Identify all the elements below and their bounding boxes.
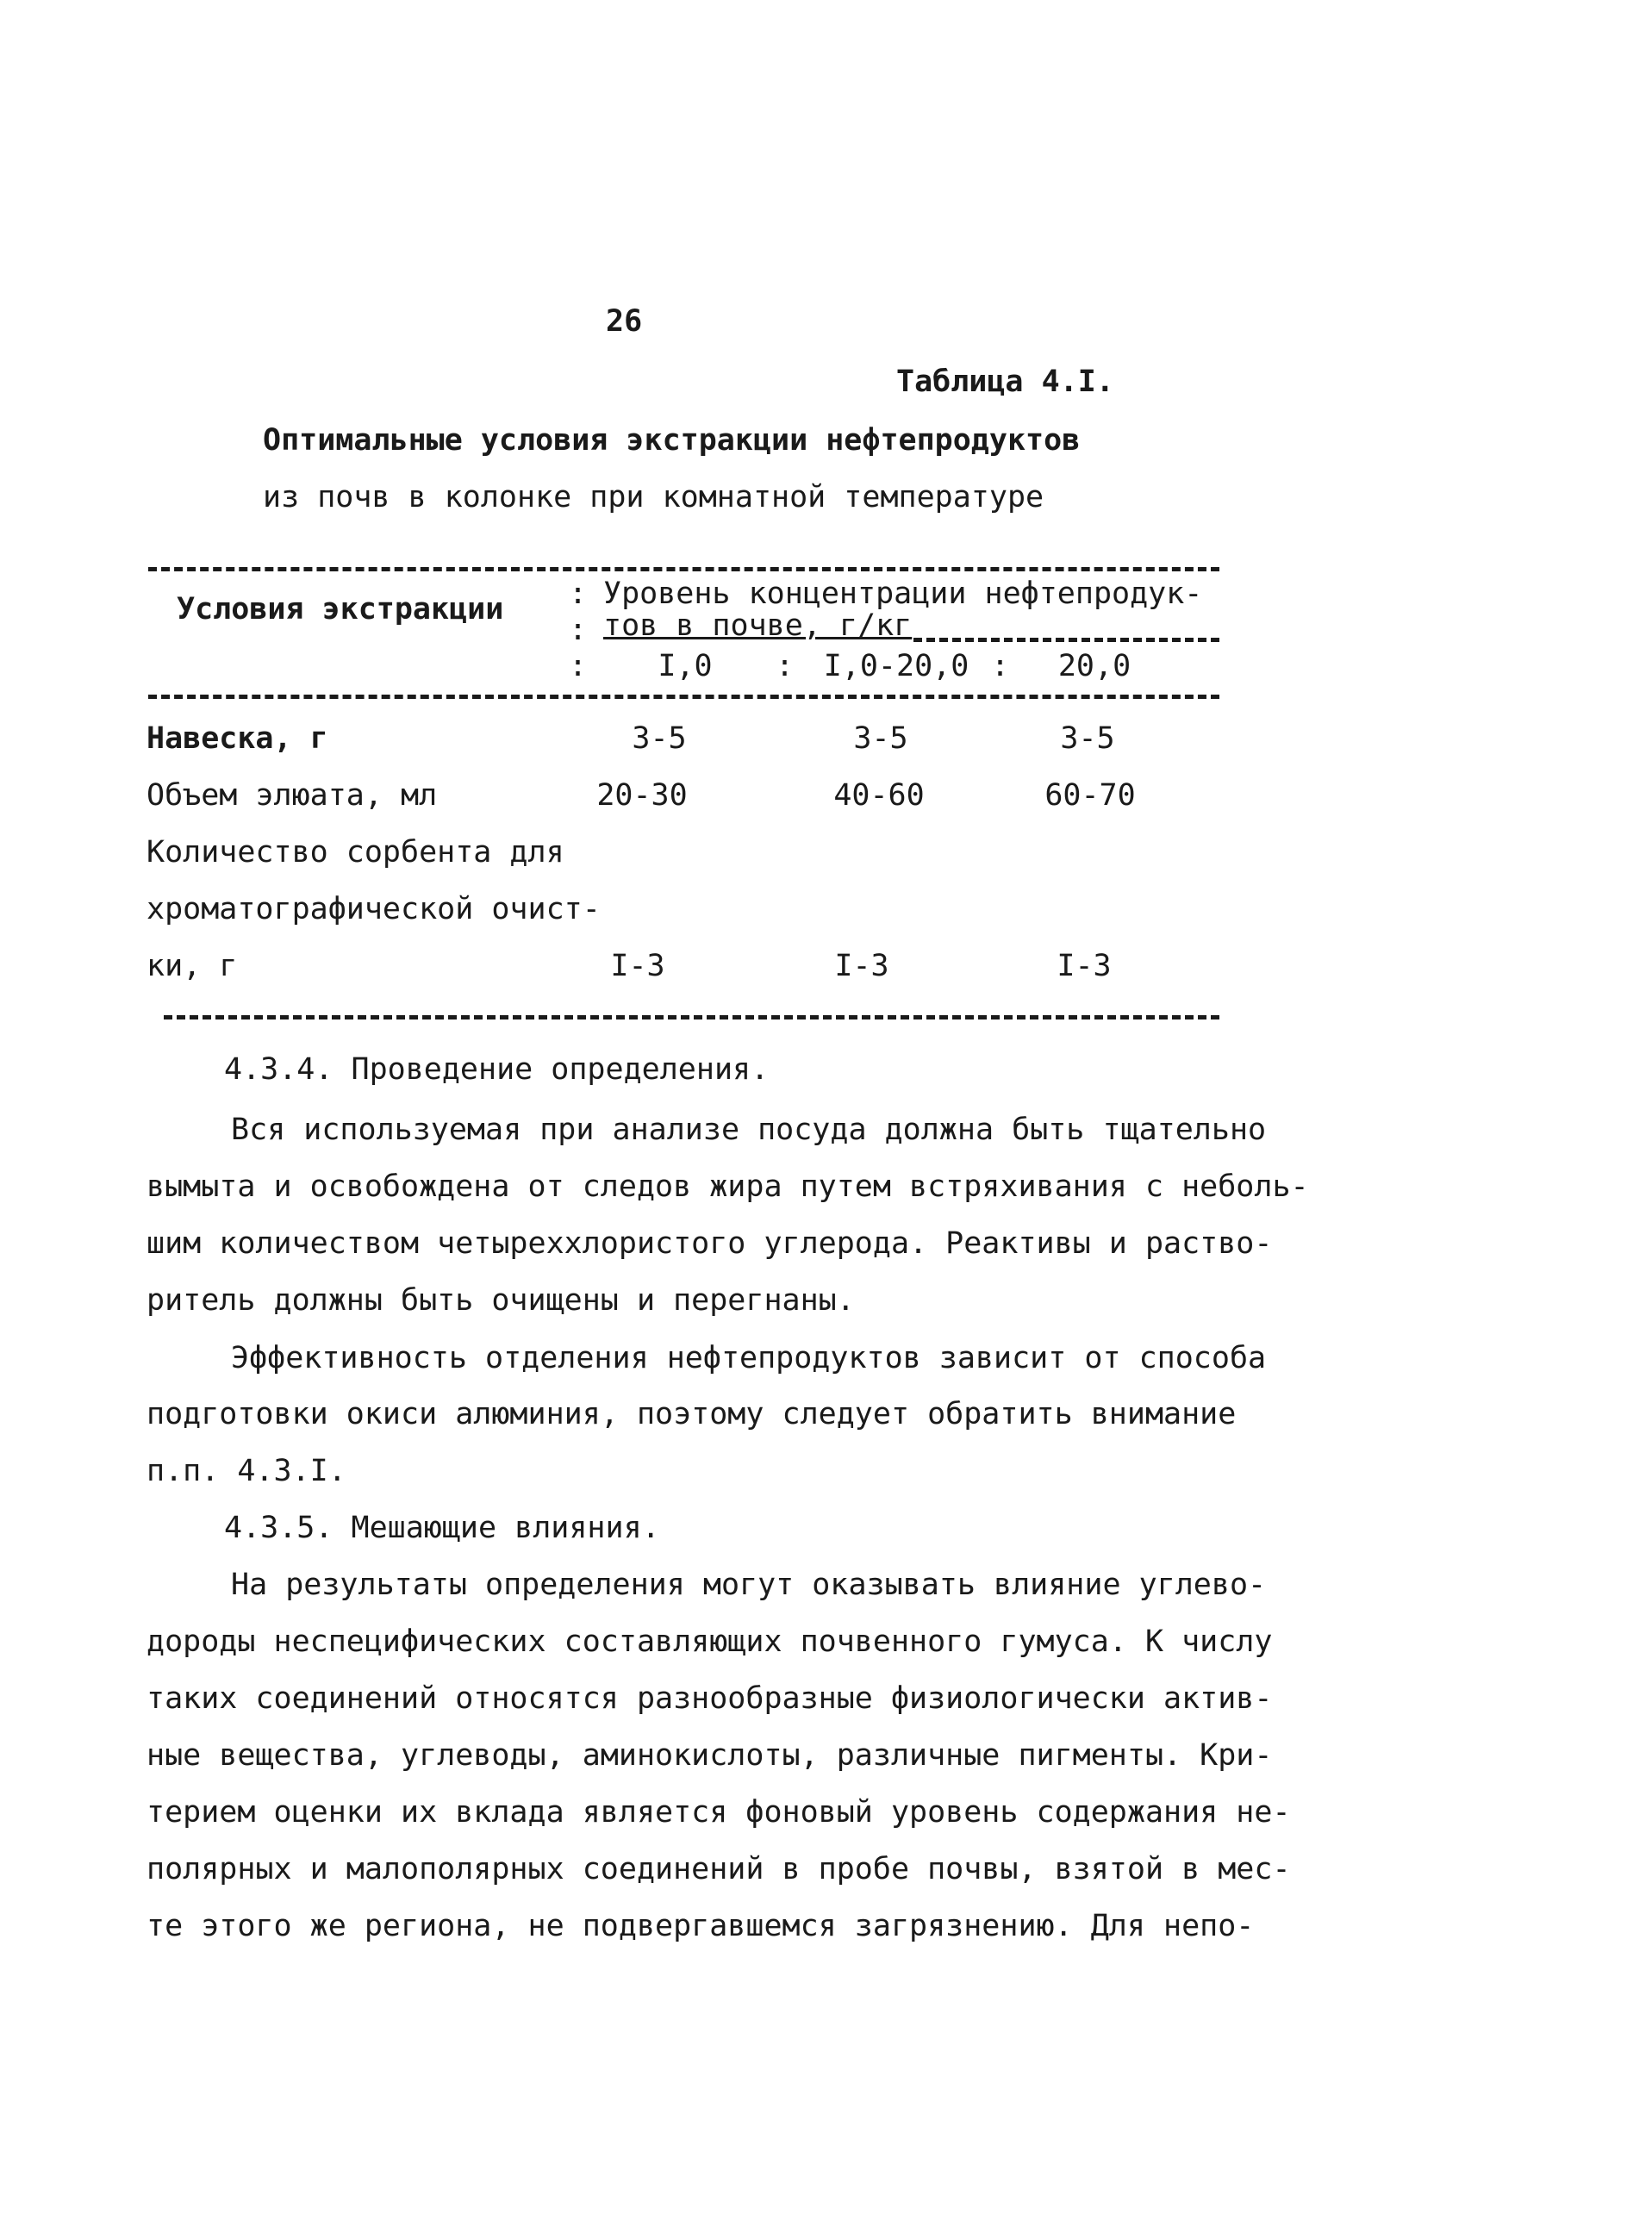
table-cell: 3-5 [1060, 721, 1115, 756]
table-header-group-line-1: Уровень концентрации нефтепродук- [603, 577, 1203, 611]
table-row-label: Количество сорбента для [146, 835, 564, 870]
paragraph-line: На результаты определения могут оказывать влияние углево- [231, 1568, 1267, 1602]
header-separator: : [991, 649, 1010, 683]
table-bottom-rule [164, 1015, 1219, 1019]
table-header-sub-rule [913, 638, 1219, 642]
table-cell: 20-30 [596, 778, 688, 813]
paragraph-line: п.п. 4.3.I. [146, 1454, 346, 1488]
table-cell: I-3 [1057, 949, 1112, 983]
paragraph-line: шим количеством четыреххлористого углерода. Реактивы и раство- [146, 1226, 1273, 1261]
paragraph-line: вымыта и освобождена от следов жира путем встряхивания с неболь- [146, 1169, 1309, 1204]
table-header-rule [148, 695, 1219, 699]
header-separator: : [569, 649, 588, 683]
header-separator: : [776, 649, 795, 683]
table-title-line-2: из почв в колонке при комнатной температуре [263, 480, 1044, 514]
table-title-line-1: Оптимальные условия экстракции нефтепродуктов [263, 423, 1081, 458]
table-column-header: I,0 [658, 649, 713, 683]
table-cell: 60-70 [1044, 778, 1136, 813]
table-header-group-line-2: тов в почве, г/кг [603, 608, 913, 643]
table-cell: 3-5 [632, 721, 687, 756]
table-cell: 40-60 [833, 778, 925, 813]
section-heading: 4.3.5. Мешающие влияния. [224, 1511, 660, 1545]
paragraph-line: те этого же региона, не подвергавшемся загрязнению. Для непо- [146, 1909, 1255, 1943]
table-cell: I-3 [610, 949, 665, 983]
paragraph-line: ные вещества, углеводы, аминокислоты, различные пигменты. Кри- [146, 1738, 1273, 1773]
table-column-header: 20,0 [1057, 649, 1131, 683]
header-separator: : [569, 577, 588, 611]
paragraph-line: подготовки окиси алюминия, поэтому следует обратить внимание [146, 1397, 1237, 1431]
paragraph-line: ритель должны быть очищены и перегнаны. [146, 1283, 855, 1318]
paragraph-line: полярных и малополярных соединений в пробе почвы, взятой в мес- [146, 1852, 1291, 1886]
paragraph-line: дороды неспецифических составляющих почвенного гумуса. К числу [146, 1624, 1273, 1659]
paragraph-line: Вся используемая при анализе посуда должна быть тщательно [231, 1113, 1267, 1147]
paragraph-line: таких соединений относятся разнообразные физиологически актив- [146, 1681, 1273, 1716]
paragraph-line: Эффективность отделения нефтепродуктов зависит от способа [231, 1341, 1267, 1375]
table-row-label: хроматографической очист- [146, 892, 601, 926]
table-column-header: I,0-20,0 [823, 649, 969, 683]
table-top-rule [148, 567, 1219, 571]
table-cell: I-3 [834, 949, 889, 983]
table-row-label: ки, г [146, 949, 238, 983]
page-number: 26 [606, 304, 643, 339]
table-row-label: Навеска, г [146, 721, 328, 756]
header-separator: : [569, 613, 588, 647]
table-label: Таблица 4.I. [896, 365, 1114, 399]
section-heading: 4.3.4. Проведение определения. [224, 1052, 770, 1087]
paragraph-line: терием оценки их вклада является фоновый уровень содержания не- [146, 1795, 1291, 1830]
table-cell: 3-5 [853, 721, 908, 756]
table-header-conditions: Условия экстракции [177, 592, 504, 627]
table-row-label: Объем элюата, мл [146, 778, 438, 813]
